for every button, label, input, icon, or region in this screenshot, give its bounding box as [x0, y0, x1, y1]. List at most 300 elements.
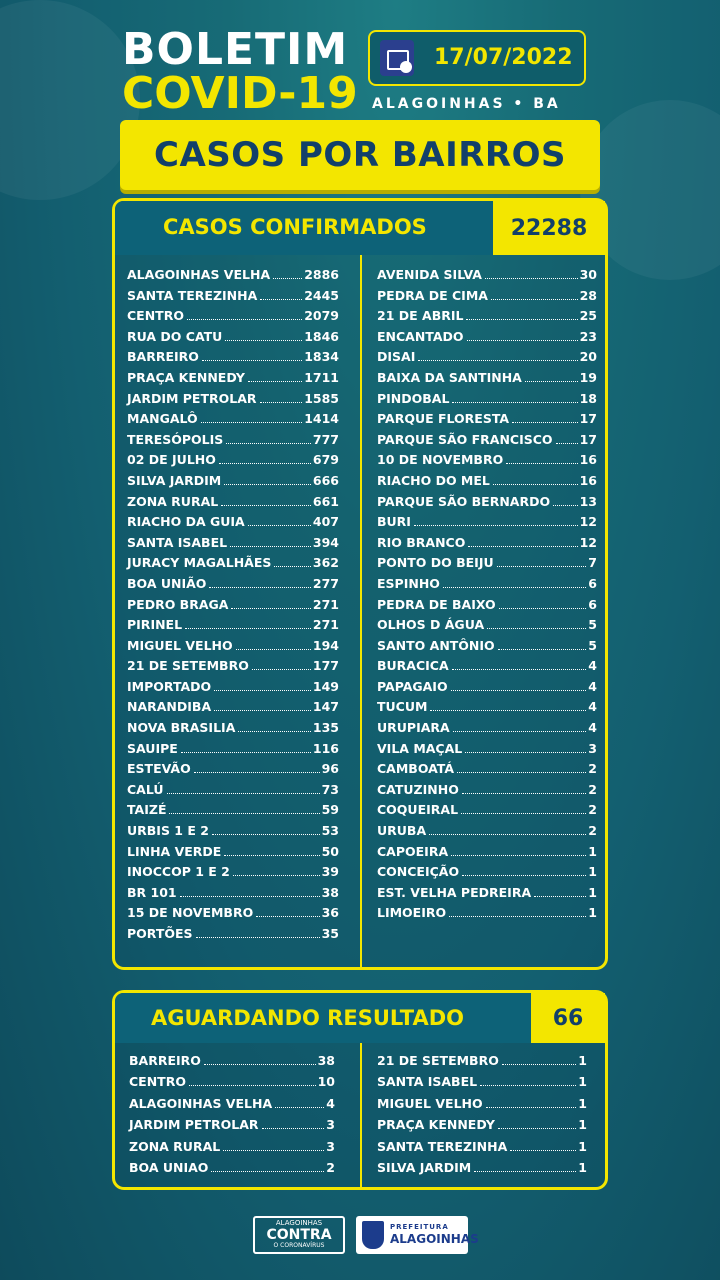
- case-count: 18: [579, 390, 597, 406]
- list-item: [127, 761, 339, 782]
- dot-leader: [534, 896, 586, 897]
- list-item: [127, 308, 339, 329]
- list-item: [127, 720, 339, 741]
- list-item: [377, 905, 597, 926]
- neighborhood-name: 02 DE JULHO: [127, 452, 216, 468]
- case-count: 4: [588, 720, 597, 736]
- list-item: [127, 844, 339, 865]
- dot-leader: [474, 1171, 576, 1172]
- banner-title: CASOS POR BAIRROS: [154, 135, 566, 175]
- neighborhood-name: CATUZINHO: [377, 781, 459, 797]
- case-count: 19: [579, 369, 597, 385]
- list-item: [127, 802, 339, 823]
- neighborhood-name: PINDOBAL: [377, 390, 450, 406]
- case-count: 38: [317, 1053, 335, 1068]
- list-item: [127, 514, 339, 535]
- neighborhood-name: CENTRO: [127, 308, 184, 324]
- list-item: [377, 617, 597, 638]
- case-count: 6: [588, 596, 597, 612]
- case-count: 4: [326, 1095, 335, 1111]
- list-item: [127, 267, 339, 288]
- list-item: [377, 349, 597, 370]
- list-item: [377, 308, 597, 329]
- dot-leader: [485, 278, 578, 279]
- city-crest-icon: [362, 1221, 384, 1249]
- dot-leader: [466, 319, 577, 320]
- neighborhood-name: VILA MAÇAL: [377, 740, 463, 756]
- dot-leader: [499, 608, 587, 609]
- dot-leader: [506, 463, 577, 464]
- prefeitura-logo: [356, 1216, 479, 1254]
- list-item: [127, 597, 339, 618]
- neighborhood-name: EST. VELHA PEDREIRA: [377, 884, 532, 900]
- confirmed-cases-panel: [112, 198, 608, 970]
- list-item: [127, 576, 339, 597]
- neighborhood-name: SILVA JARDIM: [377, 1159, 472, 1175]
- list-item: [127, 658, 339, 679]
- list-item: [127, 494, 339, 515]
- dot-leader: [525, 381, 578, 382]
- dot-leader: [202, 360, 302, 361]
- dot-leader: [185, 628, 311, 629]
- neighborhood-name: JURACY MAGALHÃES: [127, 555, 272, 571]
- case-count: 2886: [304, 267, 339, 282]
- case-count: 28: [579, 287, 597, 303]
- background-virus-shape: [0, 0, 140, 200]
- neighborhood-name: PARQUE SÃO BERNARDO: [377, 493, 551, 509]
- list-item: [129, 1096, 335, 1117]
- date-badge: [368, 30, 586, 86]
- neighborhood-name: BOA UNIAO: [129, 1159, 209, 1175]
- case-count: 1414: [304, 411, 339, 427]
- neighborhood-name: PARQUE SÃO FRANCISCO: [377, 431, 553, 447]
- neighborhood-name: SANTO ANTÔNIO: [377, 637, 495, 653]
- logo1-top: ALAGOINHAS: [275, 1219, 323, 1227]
- dot-leader: [512, 422, 578, 423]
- dot-leader: [486, 1107, 577, 1108]
- list-item: [127, 411, 339, 432]
- neighborhood-name: ZONA RURAL: [127, 493, 219, 509]
- neighborhood-name: BR 101: [127, 884, 177, 900]
- neighborhood-name: ZONA RURAL: [129, 1138, 221, 1154]
- dot-leader: [498, 1128, 576, 1129]
- case-count: 1: [578, 1117, 587, 1133]
- neighborhood-name: CONCEIÇÃO: [377, 864, 460, 880]
- dot-leader: [219, 463, 311, 464]
- neighborhood-name: BURI: [377, 514, 411, 530]
- list-item: [377, 802, 597, 823]
- neighborhood-name: NARANDIBA: [127, 699, 212, 715]
- list-item: [129, 1053, 335, 1074]
- list-item: [377, 1074, 587, 1095]
- case-count: 17: [579, 411, 597, 427]
- case-count: 1: [588, 843, 597, 859]
- neighborhood-name: SANTA ISABEL: [377, 1074, 478, 1090]
- list-item: [377, 679, 597, 700]
- list-item: [377, 741, 597, 762]
- dot-leader: [480, 1085, 576, 1086]
- case-count: 135: [312, 720, 339, 736]
- neighborhood-name: CENTRO: [129, 1074, 186, 1090]
- list-item: [377, 1160, 587, 1181]
- neighborhood-name: PARQUE FLORESTA: [377, 411, 510, 427]
- list-item: [377, 267, 597, 288]
- case-count: 16: [579, 452, 597, 468]
- case-count: 59: [321, 802, 339, 818]
- date-text: 17/07/2022: [434, 45, 573, 70]
- dot-leader: [452, 402, 577, 403]
- list-item: [127, 349, 339, 370]
- neighborhood-name: BAIXA DA SANTINHA: [377, 369, 522, 385]
- case-count: 16: [579, 472, 597, 488]
- dot-leader: [414, 525, 578, 526]
- neighborhood-name: URBIS 1 E 2: [127, 823, 209, 839]
- case-count: 36: [321, 905, 339, 921]
- case-count: 4: [588, 678, 597, 694]
- dot-leader: [468, 546, 577, 547]
- case-count: 39: [321, 864, 339, 880]
- case-count: 6: [588, 575, 597, 591]
- dot-leader: [224, 855, 319, 856]
- case-count: 17: [579, 431, 597, 447]
- dot-leader: [502, 1064, 576, 1065]
- case-count: 777: [312, 431, 339, 447]
- list-item: [127, 391, 339, 412]
- neighborhood-name: MIGUEL VELHO: [127, 637, 233, 653]
- dot-leader: [221, 505, 311, 506]
- list-item: [377, 473, 597, 494]
- dot-leader: [556, 443, 578, 444]
- case-count: 4: [588, 699, 597, 715]
- list-item: [129, 1117, 335, 1138]
- dot-leader: [252, 669, 311, 670]
- dot-leader: [236, 649, 311, 650]
- dot-leader: [260, 402, 303, 403]
- dot-leader: [451, 855, 586, 856]
- neighborhood-name: ENCANTADO: [377, 328, 464, 344]
- dot-leader: [443, 587, 586, 588]
- neighborhood-name: LIMOEIRO: [377, 905, 447, 921]
- neighborhood-name: 21 DE ABRIL: [377, 308, 464, 324]
- neighborhood-name: MANGALÔ: [127, 411, 198, 427]
- dot-leader: [204, 1064, 316, 1065]
- pending-label: AGUARDANDO RESULTADO: [151, 1006, 465, 1030]
- dot-leader: [273, 278, 302, 279]
- dot-leader: [493, 484, 578, 485]
- neighborhood-name: PAPAGAIO: [377, 678, 448, 694]
- logo2-top: PREFEITURA: [390, 1223, 449, 1231]
- neighborhood-name: ALAGOINHAS VELHA: [129, 1095, 273, 1111]
- case-count: 116: [312, 740, 339, 756]
- neighborhood-name: 15 DE NOVEMBRO: [127, 905, 254, 921]
- dot-leader: [275, 1107, 324, 1108]
- dot-leader: [194, 772, 320, 773]
- case-count: 1: [578, 1053, 587, 1068]
- case-count: 194: [312, 637, 339, 653]
- dot-leader: [169, 813, 319, 814]
- list-item: [127, 473, 339, 494]
- case-count: 1711: [304, 369, 339, 385]
- list-item: [377, 576, 597, 597]
- list-item: [129, 1074, 335, 1095]
- case-count: 10: [317, 1074, 335, 1090]
- neighborhood-name: ESPINHO: [377, 575, 440, 591]
- list-item: [377, 329, 597, 350]
- neighborhood-name: PEDRA DE BAIXO: [377, 596, 496, 612]
- list-item: [127, 370, 339, 391]
- list-item: [377, 1053, 587, 1074]
- neighborhood-name: PORTÕES: [127, 926, 193, 941]
- list-item: [127, 638, 339, 659]
- dot-leader: [181, 752, 311, 753]
- dot-leader: [189, 1085, 316, 1086]
- case-count: 73: [321, 781, 339, 797]
- case-count: 2079: [304, 308, 339, 324]
- case-count: 2: [588, 781, 597, 797]
- dot-leader: [462, 875, 586, 876]
- case-count: 147: [312, 699, 339, 715]
- dot-leader: [214, 690, 311, 691]
- list-item: [377, 782, 597, 803]
- case-count: 96: [321, 761, 339, 777]
- neighborhood-name: TERESÓPOLIS: [127, 431, 224, 447]
- dot-leader: [451, 690, 587, 691]
- case-count: 2: [588, 761, 597, 777]
- neighborhood-name: NOVA BRASILIA: [127, 720, 236, 736]
- dot-leader: [274, 566, 311, 567]
- confirmed-list-left: [127, 267, 339, 947]
- dot-leader: [429, 834, 586, 835]
- neighborhood-name: PONTO DO BEIJU: [377, 555, 494, 571]
- list-item: [377, 535, 597, 556]
- list-item: [377, 411, 597, 432]
- dot-leader: [430, 710, 586, 711]
- case-count: 12: [579, 534, 597, 550]
- list-item: [127, 741, 339, 762]
- dot-leader: [256, 916, 319, 917]
- case-count: 1: [588, 905, 597, 921]
- dot-leader: [487, 628, 586, 629]
- neighborhood-name: RIACHO DO MEL: [377, 472, 490, 488]
- case-count: 1: [588, 864, 597, 880]
- list-item: [127, 432, 339, 453]
- list-item: [127, 905, 339, 926]
- case-count: 1585: [304, 390, 339, 406]
- case-count: 2: [588, 802, 597, 818]
- list-item: [377, 288, 597, 309]
- case-count: 3: [326, 1117, 335, 1133]
- neighborhood-name: TUCUM: [377, 699, 428, 715]
- list-item: [127, 555, 339, 576]
- case-count: 1: [578, 1138, 587, 1154]
- dot-leader: [491, 299, 578, 300]
- list-item: [127, 617, 339, 638]
- neighborhood-name: LINHA VERDE: [127, 843, 222, 859]
- case-count: 407: [312, 514, 339, 530]
- case-count: 271: [312, 617, 339, 633]
- list-item: [377, 885, 597, 906]
- case-count: 1: [578, 1159, 587, 1175]
- dot-leader: [212, 834, 320, 835]
- pending-list-left: [129, 1053, 335, 1181]
- section-banner: [120, 120, 600, 190]
- neighborhood-name: DISAI: [377, 349, 416, 365]
- pending-total: 66: [552, 1006, 584, 1031]
- neighborhood-name: RIO BRANCO: [377, 534, 466, 550]
- case-count: 149: [312, 678, 339, 694]
- dot-leader: [497, 566, 587, 567]
- list-item: [377, 658, 597, 679]
- list-item: [377, 1096, 587, 1117]
- contra-coronavirus-logo: [253, 1216, 345, 1254]
- column-divider: [360, 255, 362, 967]
- list-item: [127, 679, 339, 700]
- neighborhood-name: MIGUEL VELHO: [377, 1095, 483, 1111]
- case-count: 277: [312, 575, 339, 591]
- case-count: 177: [312, 658, 339, 674]
- case-count: 35: [321, 926, 339, 941]
- dot-leader: [449, 916, 586, 917]
- neighborhood-name: BARREIRO: [129, 1053, 201, 1068]
- list-item: [377, 823, 597, 844]
- dot-leader: [187, 319, 302, 320]
- confirmed-total: 22288: [510, 216, 588, 241]
- case-count: 5: [588, 617, 597, 633]
- list-item: [127, 926, 339, 947]
- list-item: [377, 844, 597, 865]
- neighborhood-name: URUBA: [377, 823, 427, 839]
- title-boletim: BOLETIM: [122, 24, 349, 75]
- confirmed-label: CASOS CONFIRMADOS: [163, 215, 427, 239]
- case-count: 23: [579, 328, 597, 344]
- dot-leader: [201, 422, 303, 423]
- pending-results-panel: [112, 990, 608, 1190]
- logo1-main: CONTRA: [266, 1227, 332, 1243]
- case-count: 666: [312, 472, 339, 488]
- case-count: 53: [321, 823, 339, 839]
- dot-leader: [211, 1171, 324, 1172]
- case-count: 1846: [304, 328, 339, 344]
- dot-leader: [498, 649, 587, 650]
- list-item: [377, 699, 597, 720]
- dot-leader: [465, 752, 586, 753]
- neighborhood-name: SAUIPE: [127, 740, 178, 756]
- dot-leader: [238, 731, 311, 732]
- dot-leader: [461, 813, 586, 814]
- neighborhood-name: JARDIM PETROLAR: [127, 390, 257, 406]
- neighborhood-name: 21 DE SETEMBRO: [127, 658, 249, 674]
- column-divider: [360, 1043, 362, 1187]
- neighborhood-name: SILVA JARDIM: [127, 472, 222, 488]
- neighborhood-name: OLHOS D ÁGUA: [377, 617, 485, 633]
- case-count: 661: [312, 493, 339, 509]
- list-item: [377, 494, 597, 515]
- neighborhood-name: PEDRO BRAGA: [127, 596, 229, 612]
- dot-leader: [248, 381, 302, 382]
- list-item: [377, 452, 597, 473]
- dot-leader: [225, 340, 302, 341]
- list-item: [127, 452, 339, 473]
- list-item: [127, 782, 339, 803]
- case-count: 25: [579, 308, 597, 324]
- neighborhood-name: IMPORTADO: [127, 678, 212, 694]
- neighborhood-name: INOCCOP 1 E 2: [127, 864, 230, 880]
- list-item: [377, 555, 597, 576]
- case-count: 3: [326, 1138, 335, 1154]
- list-item: [377, 391, 597, 412]
- pending-total-box: [531, 993, 605, 1043]
- list-item: [377, 432, 597, 453]
- neighborhood-name: CAMBOATÁ: [377, 761, 455, 777]
- neighborhood-name: 21 DE SETEMBRO: [377, 1053, 499, 1068]
- dot-leader: [230, 546, 311, 547]
- confirmed-total-box: [493, 201, 605, 255]
- calendar-icon: [380, 40, 414, 76]
- neighborhood-name: BOA UNIÃO: [127, 575, 207, 591]
- case-count: 38: [321, 884, 339, 900]
- dot-leader: [457, 772, 586, 773]
- case-count: 2: [588, 823, 597, 839]
- case-count: 1: [578, 1074, 587, 1090]
- list-item: [377, 864, 597, 885]
- dot-leader: [167, 793, 320, 794]
- list-item: [377, 761, 597, 782]
- neighborhood-name: PRAÇA KENNEDY: [377, 1117, 495, 1133]
- case-count: 2445: [304, 287, 339, 303]
- dot-leader: [418, 360, 577, 361]
- case-count: 1834: [304, 349, 339, 365]
- dot-leader: [233, 875, 320, 876]
- neighborhood-name: 10 DE NOVEMBRO: [377, 452, 504, 468]
- list-item: [377, 720, 597, 741]
- neighborhood-name: AVENIDA SILVA: [377, 267, 482, 282]
- case-count: 12: [579, 514, 597, 530]
- list-item: [127, 699, 339, 720]
- dot-leader: [224, 484, 311, 485]
- logo2-main: ALAGOINHAS: [390, 1232, 479, 1246]
- list-item: [377, 514, 597, 535]
- case-count: 3: [588, 740, 597, 756]
- neighborhood-name: SANTA TEREZINHA: [127, 287, 258, 303]
- dot-leader: [223, 1150, 324, 1151]
- neighborhood-name: CALÚ: [127, 781, 164, 797]
- dot-leader: [231, 608, 310, 609]
- list-item: [129, 1139, 335, 1160]
- dot-leader: [510, 1150, 576, 1151]
- case-count: 1: [578, 1095, 587, 1111]
- neighborhood-name: RIACHO DA GUIA: [127, 514, 245, 530]
- list-item: [377, 370, 597, 391]
- city-label: ALAGOINHAS • BA: [372, 96, 561, 112]
- neighborhood-name: PRAÇA KENNEDY: [127, 369, 245, 385]
- case-count: 394: [312, 534, 339, 550]
- list-item: [127, 288, 339, 309]
- case-count: 50: [321, 843, 339, 859]
- case-count: 679: [312, 452, 339, 468]
- neighborhood-name: COQUEIRAL: [377, 802, 459, 818]
- confirmed-header: [115, 201, 495, 255]
- case-count: 1: [588, 884, 597, 900]
- dot-leader: [553, 505, 578, 506]
- list-item: [377, 1117, 587, 1138]
- list-item: [127, 864, 339, 885]
- neighborhood-name: ALAGOINHAS VELHA: [127, 267, 271, 282]
- neighborhood-name: BARREIRO: [127, 349, 199, 365]
- dot-leader: [462, 793, 586, 794]
- neighborhood-name: PIRINEL: [127, 617, 183, 633]
- dot-leader: [467, 340, 578, 341]
- case-count: 4: [588, 658, 597, 674]
